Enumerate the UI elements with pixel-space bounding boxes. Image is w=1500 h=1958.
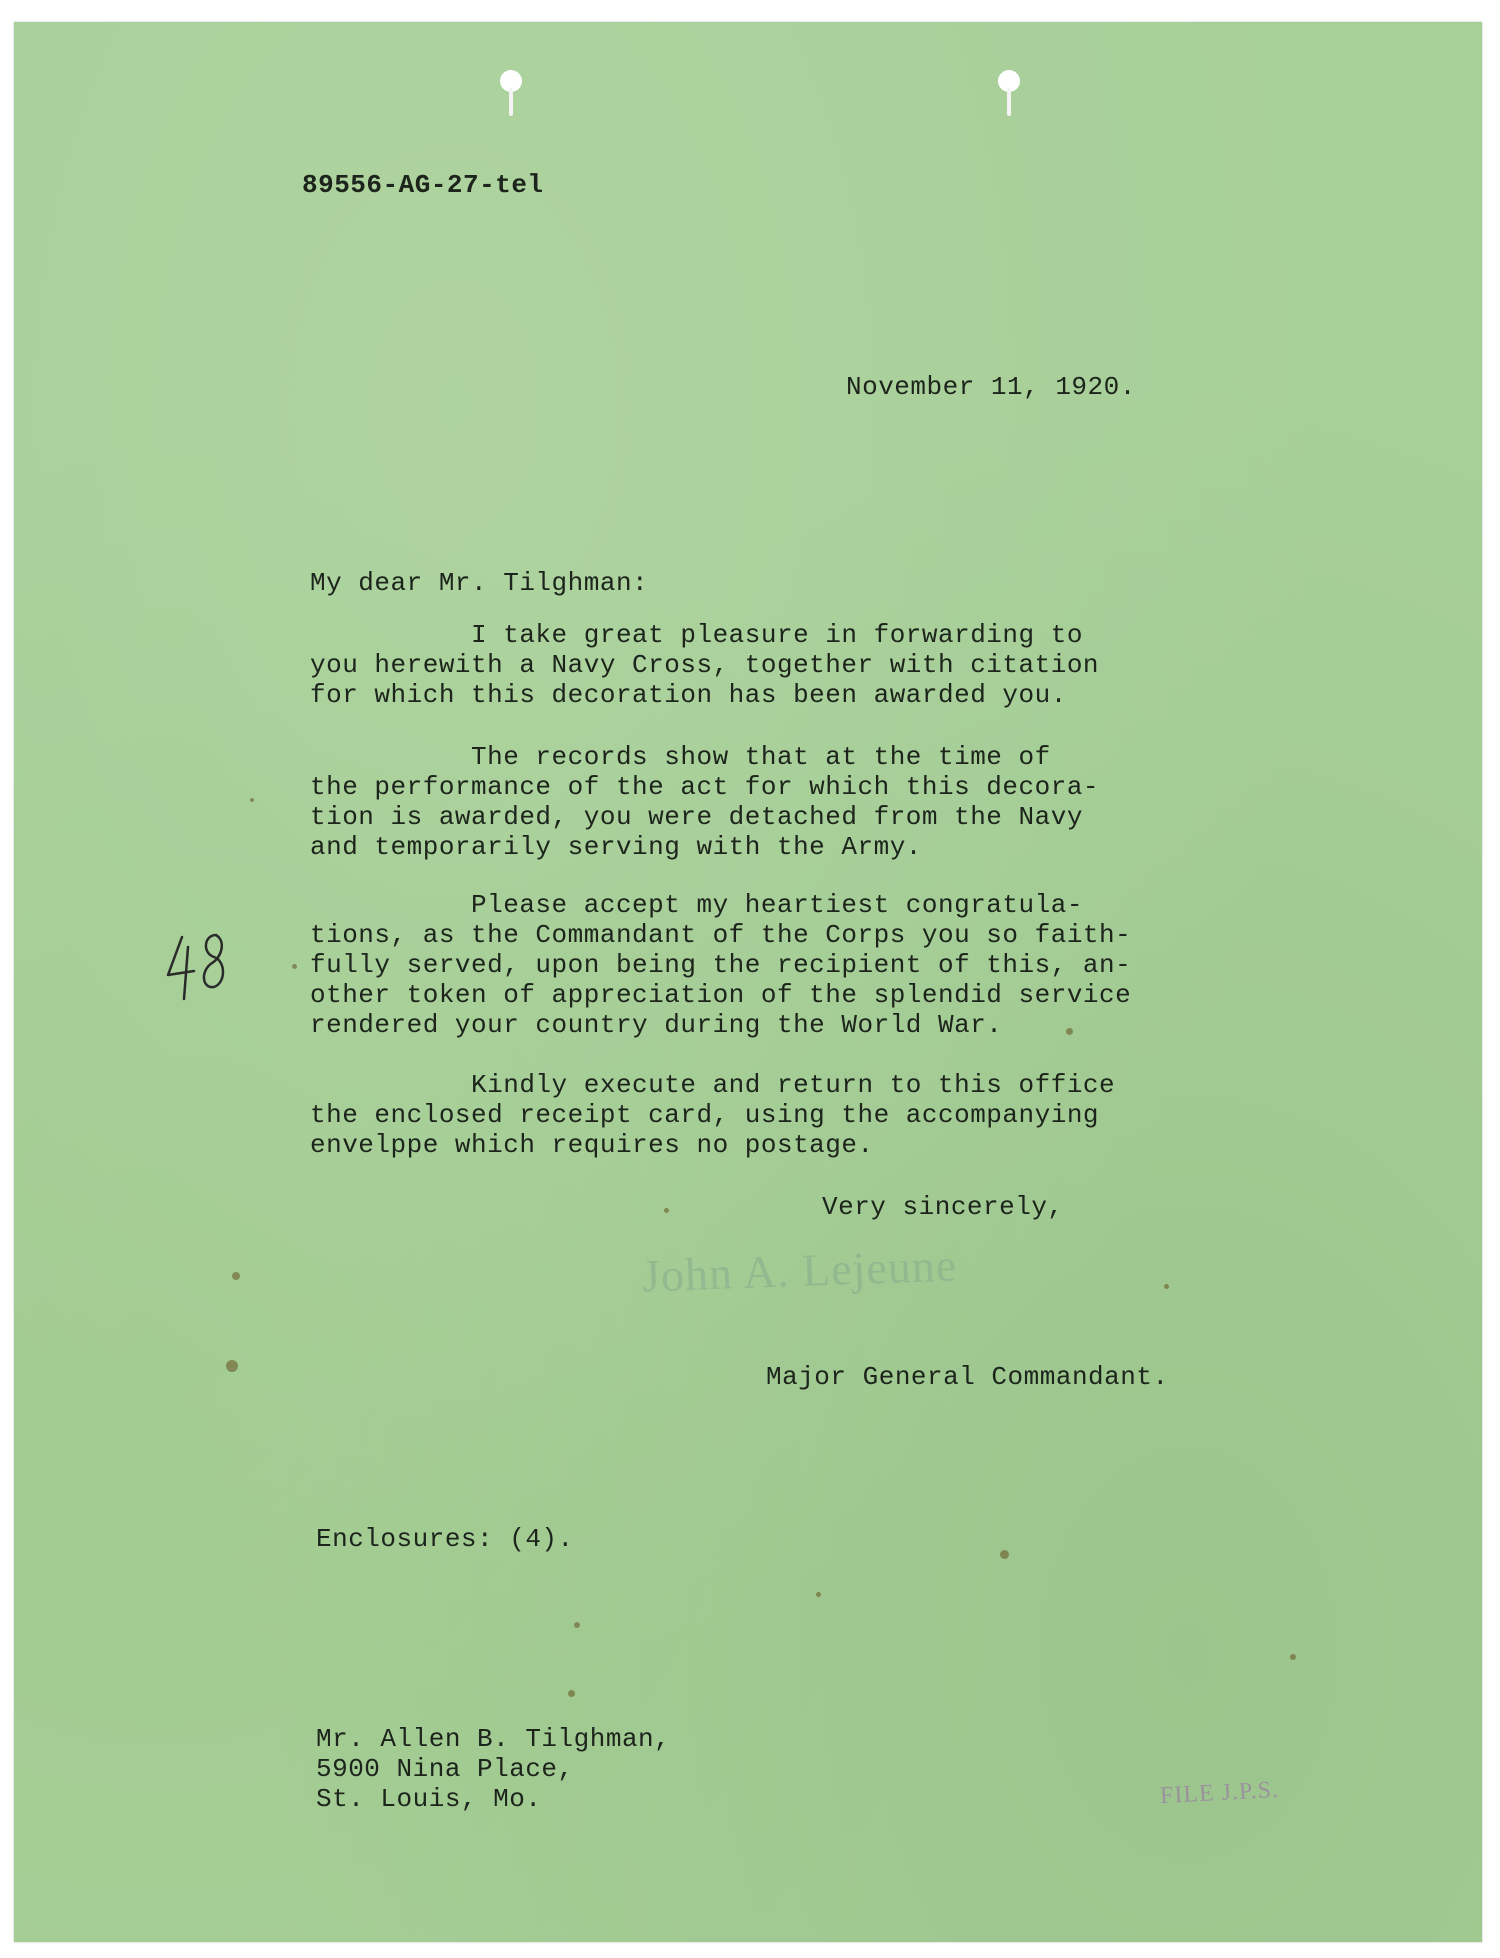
paper-spot	[226, 1360, 238, 1372]
recipient-name: Mr. Allen B. Tilghman,	[316, 1724, 671, 1754]
letter-page	[14, 22, 1482, 1942]
signer-title: Major General Commandant.	[766, 1362, 1169, 1392]
recipient-city: St. Louis, Mo.	[316, 1784, 542, 1814]
letter-date: November 11, 1920.	[846, 372, 1136, 402]
paper-spot	[1290, 1654, 1296, 1660]
closing: Very sincerely,	[822, 1192, 1064, 1222]
paper-spot	[1000, 1550, 1009, 1559]
paragraph-4: Kindly execute and return to this office the enclosed receipt card, using the accompanying envelppe which requires no postage.	[310, 1070, 1116, 1160]
paragraph-2: The records show that at the time of the performance of the act for which this decora- tion is awarded, you were detached from the Navy and temporarily serving with the Army.	[310, 742, 1100, 862]
handwritten-note-48	[164, 927, 234, 1007]
paper-spot	[574, 1622, 580, 1628]
paper-spot	[232, 1272, 240, 1280]
paper-spot	[292, 964, 297, 969]
punch-hole-right	[998, 70, 1020, 92]
recipient-street: 5900 Nina Place,	[316, 1754, 574, 1784]
paper-spot	[664, 1208, 669, 1213]
paragraph-1: I take great pleasure in forwarding to you herewith a Navy Cross, together with citation for which this decoration has been awarded you.	[310, 620, 1100, 710]
paper-spot	[250, 798, 254, 802]
signature-stamp: John A. Lejeune	[641, 1239, 959, 1302]
paper-spot	[1066, 1028, 1073, 1035]
punch-hole-left	[500, 70, 522, 92]
paper-spot	[568, 1690, 575, 1697]
file-stamp: FILE J.P.S.	[1159, 1776, 1280, 1810]
paper-spot	[1164, 1284, 1169, 1289]
enclosures: Enclosures: (4).	[316, 1524, 574, 1554]
salutation: My dear Mr. Tilghman:	[310, 568, 649, 598]
paragraph-3: Please accept my heartiest congratula- tions, as the Commandant of the Corps you so faith- fully served, upon being the recipient of this, an- other token of appreciation of the splendid service rendered your country during the World War.	[310, 890, 1132, 1040]
reference-number: 89556-AG-27-tel	[302, 170, 544, 200]
paper-spot	[816, 1592, 821, 1597]
